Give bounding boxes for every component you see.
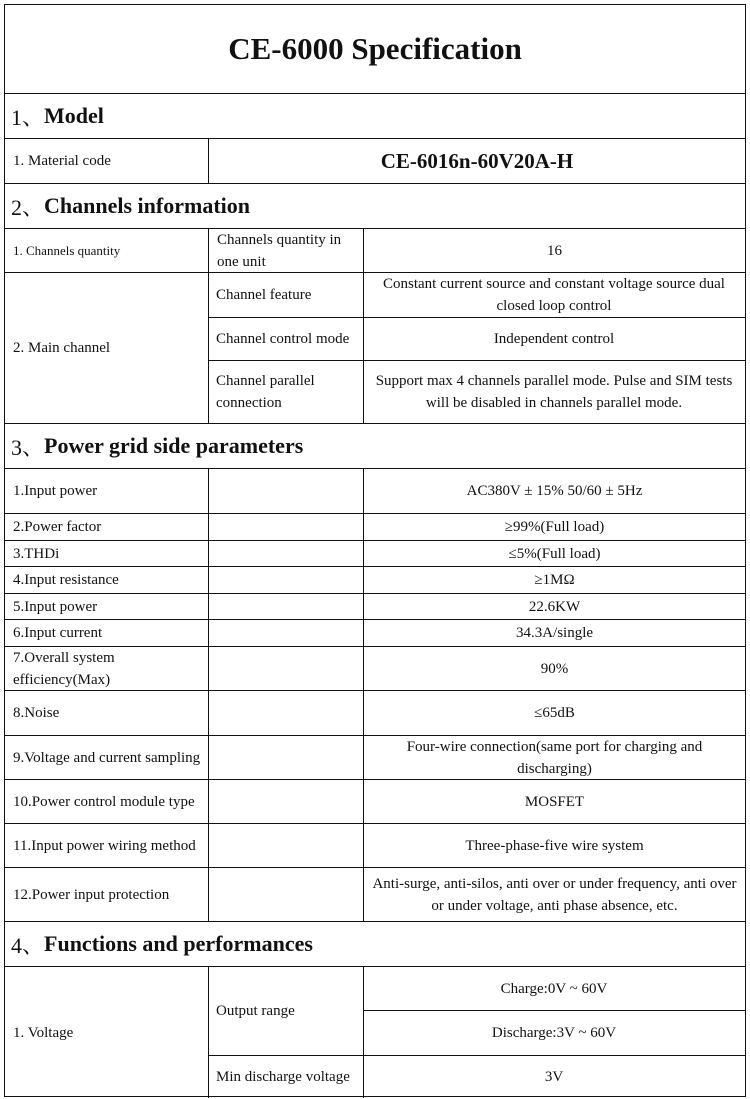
grid-param-empty [208,567,363,593]
table-row [5,593,745,619]
grid-param-value: 34.3A/single [363,620,745,646]
grid-param-label: 3.THDi [13,545,60,562]
section-grid-heading [5,423,745,468]
grid-param-empty [208,541,363,566]
table-row [5,823,745,867]
table-row [5,867,745,921]
section-label: Functions and performances [44,931,313,956]
grid-param-value: Four-wire connection(same port for charging and discharging) [363,736,745,779]
grid-param-empty [208,594,363,619]
grid-param-empty [208,868,363,921]
grid-param-empty [208,736,363,779]
grid-param-label: 2.Power factor [13,519,102,535]
section-number: 4、 [11,932,45,958]
spec-sheet [4,4,746,1097]
grid-param-value: Anti-surge, anti-silos, anti over or under frequency, anti over or under voltage, anti phase absence, etc. [363,868,745,921]
material-code-label: 1. Material code [13,153,111,169]
grid-param-empty [208,469,363,513]
grid-param-empty [208,780,363,823]
grid-param-value: ≥99%(Full load) [363,514,745,540]
voltage-group [5,966,745,1098]
grid-param-value: 90% [363,647,745,690]
main-channel-group [5,272,745,423]
section-number: 3、 [11,434,45,460]
grid-param-value: AC380V ± 15% 50/60 ± 5Hz [363,469,745,513]
table-row [5,779,745,823]
section-label: Model [44,103,104,128]
section-number: 1、 [11,104,45,130]
channel-control-label: Channel control mode [216,330,350,347]
channels-quantity-label: 1. Channels quantity [13,242,121,258]
section-number: 2、 [11,194,45,220]
voltage-label: 1. Voltage [13,1024,74,1041]
output-range-label: Output range [216,1003,295,1019]
material-code-value: CE-6016n-60V20A-H [208,139,745,183]
table-row [5,138,745,183]
grid-param-label: 7.Overall system efficiency(Max) [13,649,115,688]
table-row [5,513,745,540]
grid-param-value: 22.6KW [363,594,745,619]
table-row [5,228,745,272]
channel-feature-value: Constant current source and constant voltage source dual closed loop control [383,276,725,314]
channel-feature-label: Channel feature [216,287,312,303]
grid-param-value: ≥1MΩ [363,567,745,593]
table-row [5,735,745,779]
section-channels-heading [5,183,745,228]
table-row [5,646,745,690]
grid-param-label: 4.Input resistance [13,572,119,588]
grid-param-label: 8.Noise [13,705,60,721]
grid-param-label: 11.Input power wiring method [13,837,196,854]
grid-param-label: 1.Input power [13,483,98,499]
grid-param-label: 5.Input power [13,598,98,615]
grid-param-label: 12.Power input protection [13,886,170,903]
grid-param-label: 9.Voltage and current sampling [13,749,201,766]
table-row [5,468,745,513]
grid-param-empty [208,647,363,690]
grid-param-empty [208,691,363,735]
grid-param-empty [208,824,363,867]
grid-param-value: Three-phase-five wire system [363,824,745,867]
page-title: CE-6000 Specification [228,31,522,66]
channel-parallel-label: Channel parallel connection [216,373,315,411]
channel-control-value: Independent control [493,330,615,347]
table-row [5,540,745,566]
table-row [5,690,745,735]
grid-param-empty [208,620,363,646]
table-row [5,619,745,646]
main-channel-label: 2. Main channel [13,340,111,356]
grid-param-label: 10.Power control module type [13,793,195,810]
min-discharge-value: 3V [544,1069,564,1085]
grid-param-label: 6.Input current [13,625,103,641]
channel-parallel-value: Support max 4 channels parallel mode. Pulse and SIM tests will be disabled in channels parallel mode. [375,373,733,411]
channels-quantity-value: 16 [363,229,745,272]
table-row [5,566,745,593]
section-model-heading [5,93,745,138]
grid-param-value: ≤5%(Full load) [363,541,745,566]
grid-param-value: MOSFET [363,780,745,823]
grid-param-value: ≤65dB [363,691,745,735]
section-label: Power grid side parameters [44,433,304,458]
min-discharge-label: Min discharge voltage [216,1069,350,1085]
discharge-range-value: Discharge:3V ~ 60V [491,1024,617,1041]
grid-param-empty [208,514,363,540]
channels-quantity-sub: Channels quantity in one unit [208,229,363,272]
charge-range-value: Charge:0V ~ 60V [500,980,608,997]
section-label: Channels information [44,193,250,218]
section-functions-heading [5,921,745,966]
